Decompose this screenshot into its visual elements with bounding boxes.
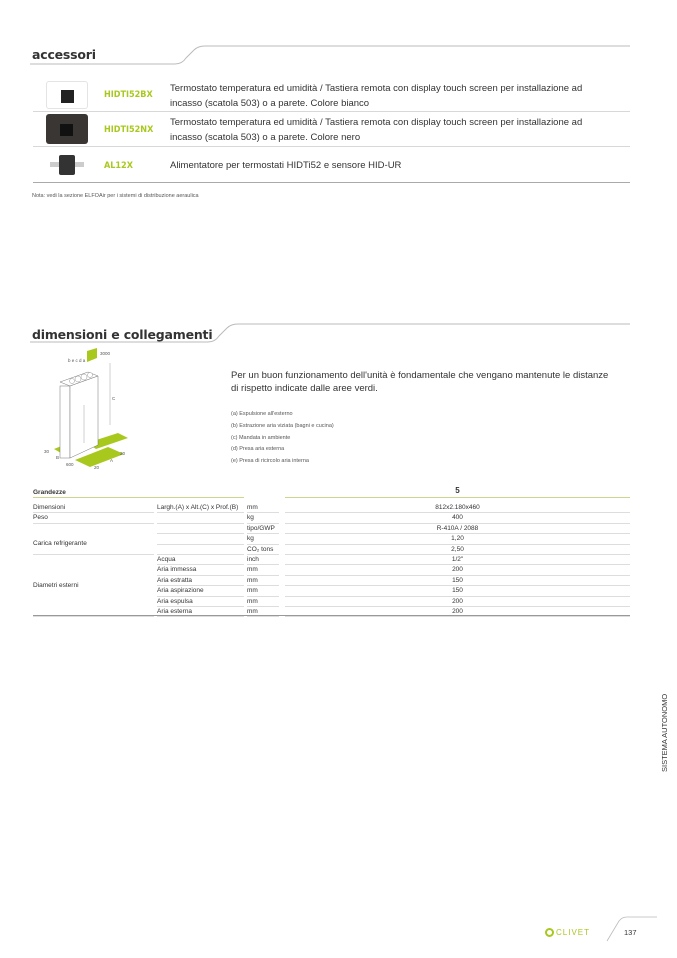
table-row xyxy=(33,565,630,575)
cell-value: 2,50 xyxy=(451,545,464,553)
section-title-accessori: accessori xyxy=(32,47,96,62)
logo-icon xyxy=(545,928,554,937)
cell-value: 400 xyxy=(452,514,463,522)
diagram-label-c: C xyxy=(112,396,116,401)
thermostat-black-image xyxy=(46,114,88,144)
diagram-label-b: B xyxy=(56,455,60,460)
accessory-code: HIDTI52BX xyxy=(104,90,153,100)
cell-unit: kg xyxy=(247,535,254,543)
accessory-desc: Termostato temperatura ed umidità / Tastiera remota con display touch screen per installazione ad incasso (scatola 503) o a parete. Colore bianco xyxy=(170,83,583,109)
accessory-code: AL12X xyxy=(104,161,133,171)
cell-group: Diametri esterni xyxy=(33,581,79,589)
table-row xyxy=(33,534,630,548)
thermostat-white-image xyxy=(46,81,88,109)
section-header-rule xyxy=(30,44,630,68)
diagram-label-bottom: 20 xyxy=(94,465,100,470)
cell-value: 200 xyxy=(452,608,463,615)
table-row xyxy=(33,586,630,596)
cell-unit: CO₂ tons xyxy=(247,545,274,553)
table-row xyxy=(33,513,630,523)
cell-sub: Aria espulsa xyxy=(157,597,193,605)
diagram-label-clear-top: 3000 xyxy=(100,351,111,356)
cell-unit: mm xyxy=(247,587,258,595)
diagram-label-a: A xyxy=(110,458,114,463)
cell-unit: mm xyxy=(247,576,258,584)
cell-sub: Aria immessa xyxy=(157,566,197,574)
power-supply-image xyxy=(46,149,88,180)
cell-value: 150 xyxy=(452,576,463,584)
table-header: Grandezze 5 xyxy=(33,486,630,498)
accessory-desc: Termostato temperatura ed umidità / Tastiera remota con display touch screen per installazione ad incasso (scatola 503) o a parete. Colore nero xyxy=(170,117,583,143)
cell-unit: mm xyxy=(247,608,258,615)
intro-text: Per un buon funzionamento dell'unità è fondamentale che vengano mantenute le distanze di rispetto indicate dalle aree verdi. xyxy=(231,370,609,394)
cell-group: Carica refrigerante xyxy=(33,540,87,548)
cell-sub: Acqua xyxy=(157,556,176,563)
unit-dimension-diagram xyxy=(40,345,140,475)
accessory-row xyxy=(33,112,630,147)
brand-logo: CLIVET xyxy=(545,928,590,937)
table-row xyxy=(33,545,630,555)
diagram-label-left: 30 xyxy=(44,449,50,454)
cell-sub: Aria estratta xyxy=(157,576,193,584)
accessory-row xyxy=(33,147,630,183)
cell-sub: Aria aspirazione xyxy=(157,587,204,595)
section-title-dimensioni: dimensioni e collegamenti xyxy=(32,327,213,342)
cell-unit: mm xyxy=(247,597,258,605)
cell-group: Peso xyxy=(33,514,48,522)
page-number: 137 xyxy=(624,928,637,937)
table-row xyxy=(33,555,630,565)
cell-sub: Largh.(A) x Alt.(C) x Prof.(B) xyxy=(157,504,239,511)
table-row xyxy=(33,576,630,589)
cell-value: 150 xyxy=(452,587,463,595)
cell-value: 1,20 xyxy=(451,535,464,543)
cell-value: 1/2" xyxy=(451,556,464,563)
cell-sub: Aria esterna xyxy=(157,608,193,615)
accessory-code: HIDTI52NX xyxy=(104,125,154,135)
cell-unit: mm xyxy=(247,566,258,574)
cell-unit: kg xyxy=(247,514,254,522)
cell-value: R-410A / 2088 xyxy=(436,524,479,532)
accessory-row xyxy=(33,79,630,112)
cell-unit: tipo/GWP xyxy=(247,524,275,532)
table-row xyxy=(33,524,630,534)
note: Nota: vedi la sezione ELFOAir per i sistemi di distribuzione aeraulica xyxy=(32,193,199,199)
side-section-label: SISTEMA AUTONOMO xyxy=(660,693,669,772)
cell-unit: inch xyxy=(247,556,259,563)
table-row xyxy=(33,597,630,607)
diagram-label-right: 20 xyxy=(120,451,126,456)
connection-legend: (a) Espulsione all'esterno (b) Estrazione aria viziata (bagni e cucina) (c) Mandata in ambiente (d) Presa aria esterna (e) Presa di ricircolo aria interna xyxy=(231,411,334,465)
accessory-desc: Alimentatore per termostati HIDTi52 e sensore HID-UR xyxy=(170,160,402,171)
diagram-label-front: 600 xyxy=(66,462,74,467)
cell-unit: mm xyxy=(247,504,258,511)
cell-group: Dimensioni xyxy=(33,504,66,511)
cell-value: 200 xyxy=(452,566,463,574)
cell-value: 812x2.180x460 xyxy=(435,504,480,511)
cell-value: 200 xyxy=(452,597,463,605)
table-row xyxy=(33,503,630,513)
diagram-label-top: b e c d a xyxy=(68,358,86,363)
